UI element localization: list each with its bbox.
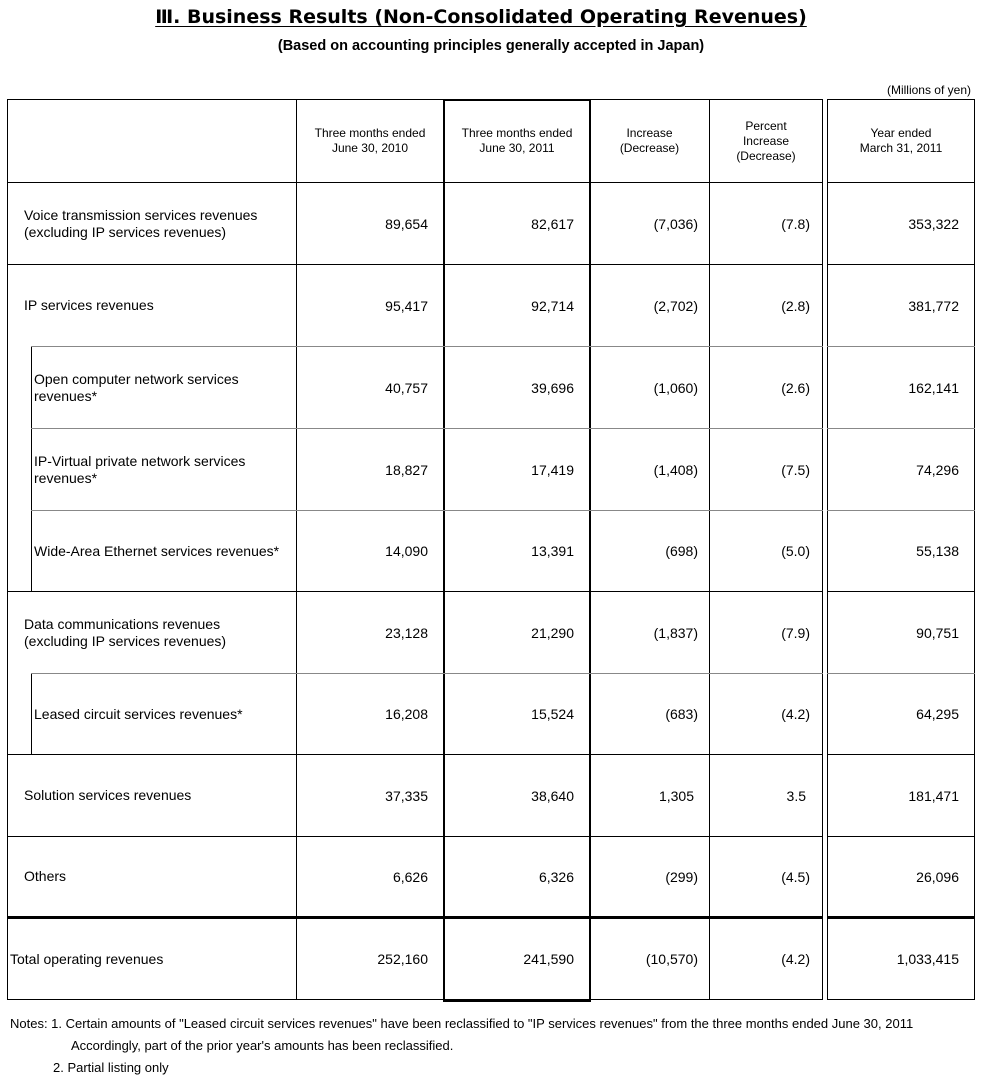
header-increase: Increase (Decrease) (619, 126, 680, 155)
cell-year: 353,322 (908, 215, 959, 232)
header-year: Year ended March 31, 2011 (859, 126, 943, 155)
cell-percent: 3.5 (786, 787, 806, 804)
header-current-quarter: Three months ended June 30, 2011 (461, 126, 573, 155)
cell-current-quarter: 38,640 (531, 787, 574, 804)
note-1: Notes: 1. Certain amounts of "Leased circuit services revenues" have been reclassified to "IP services revenues" from the three months ended June 30, 2011 (10, 1016, 914, 1031)
cell-percent: (7.9) (781, 624, 810, 641)
cell-prev-quarter: 14,090 (385, 543, 428, 559)
cell-current-quarter: 82,617 (531, 215, 574, 232)
cell-increase: (683) (665, 706, 698, 722)
cell-increase: 1,305 (658, 787, 694, 804)
row-label-open-computer-network: Open computer network services revenues* (34, 370, 239, 404)
row-label-total: Total operating revenues (10, 950, 164, 967)
row-divider (827, 999, 975, 1000)
row-label-ip-vpn: IP-Virtual private network services revenues* (34, 452, 246, 486)
header-percent: Percent Increase (Decrease) (736, 118, 796, 163)
units-label: (Millions of yen) (886, 83, 971, 97)
cell-year: 181,471 (908, 787, 959, 804)
cell-current-quarter: 21,290 (531, 624, 574, 641)
cell-prev-quarter: 95,417 (385, 297, 428, 314)
cell-current-quarter: 92,714 (531, 297, 574, 314)
cell-prev-quarter: 89,654 (385, 215, 428, 232)
cell-increase: (7,036) (653, 215, 698, 232)
cell-percent: (7.8) (781, 215, 810, 232)
row-label-leased-circuit: Leased circuit services revenues* (34, 705, 243, 722)
page-title: Ⅲ. Business Results (Non-Consolidated Operating Revenues) (155, 6, 807, 28)
cell-current-quarter: 17,419 (531, 461, 574, 478)
cell-percent: (7.5) (781, 461, 810, 478)
row-divider (7, 999, 823, 1000)
cell-increase: (10,570) (645, 951, 698, 967)
year-border-right (974, 99, 975, 1000)
cell-year: 74,296 (916, 461, 959, 478)
row-label-wide-area-ethernet: Wide-Area Ethernet services revenues* (34, 542, 280, 559)
cell-increase: (1,837) (653, 624, 698, 641)
cell-prev-quarter: 40,757 (385, 379, 428, 396)
cell-current-quarter: 39,696 (531, 379, 574, 396)
cell-prev-quarter: 23,128 (385, 624, 428, 641)
row-label-data-communications: Data communications revenues (excluding IP services revenues) (24, 615, 227, 649)
indent-line (31, 346, 32, 592)
table-border-right (822, 99, 823, 1000)
cell-prev-quarter: 6,626 (392, 868, 428, 885)
cell-year: 55,138 (916, 543, 959, 559)
cell-current-quarter: 15,524 (531, 706, 574, 722)
cell-year: 162,141 (908, 379, 959, 396)
cell-percent: (4.2) (781, 706, 810, 722)
row-label-voice: Voice transmission services revenues (excluding IP services revenues) (24, 206, 258, 240)
cell-prev-quarter: 16,208 (385, 706, 428, 722)
indent-line (31, 673, 32, 755)
cell-increase: (2,702) (653, 297, 698, 314)
row-label-others: Others (24, 868, 67, 884)
note-1-continued: Accordingly, part of the prior year's amounts has been reclassified. (71, 1038, 454, 1053)
cell-percent: (4.5) (781, 868, 810, 885)
cell-year: 1,033,415 (896, 951, 959, 967)
cell-prev-quarter: 18,827 (385, 461, 428, 478)
cell-percent: (4.2) (781, 951, 810, 967)
cell-prev-quarter: 37,335 (385, 787, 428, 804)
cell-current-quarter: 6,326 (538, 868, 574, 885)
cell-increase: (1,060) (653, 379, 698, 396)
row-label-ip-services: IP services revenues (24, 297, 154, 313)
table-border-left (7, 99, 8, 1000)
row-label-solution-services: Solution services revenues (24, 787, 192, 803)
cell-current-quarter: 241,590 (523, 951, 574, 967)
cell-year: 64,295 (916, 706, 959, 722)
cell-increase: (1,408) (653, 461, 698, 478)
cell-year: 381,772 (908, 297, 959, 314)
cell-year: 90,751 (916, 624, 959, 641)
header-prev-quarter: Three months ended June 30, 2010 (314, 126, 426, 155)
cell-percent: (2.8) (781, 297, 810, 314)
cell-percent: (2.6) (781, 379, 810, 396)
cell-prev-quarter: 252,160 (377, 951, 428, 967)
cell-percent: (5.0) (781, 543, 810, 559)
cell-increase: (299) (665, 868, 698, 885)
page-subtitle: (Based on accounting principles generally accepted in Japan) (277, 38, 705, 54)
notes (10, 1013, 913, 1079)
note-2: 2. Partial listing only (53, 1060, 169, 1075)
cell-current-quarter: 13,391 (531, 543, 574, 559)
cell-increase: (698) (665, 543, 698, 559)
cell-year: 26,096 (916, 868, 959, 885)
